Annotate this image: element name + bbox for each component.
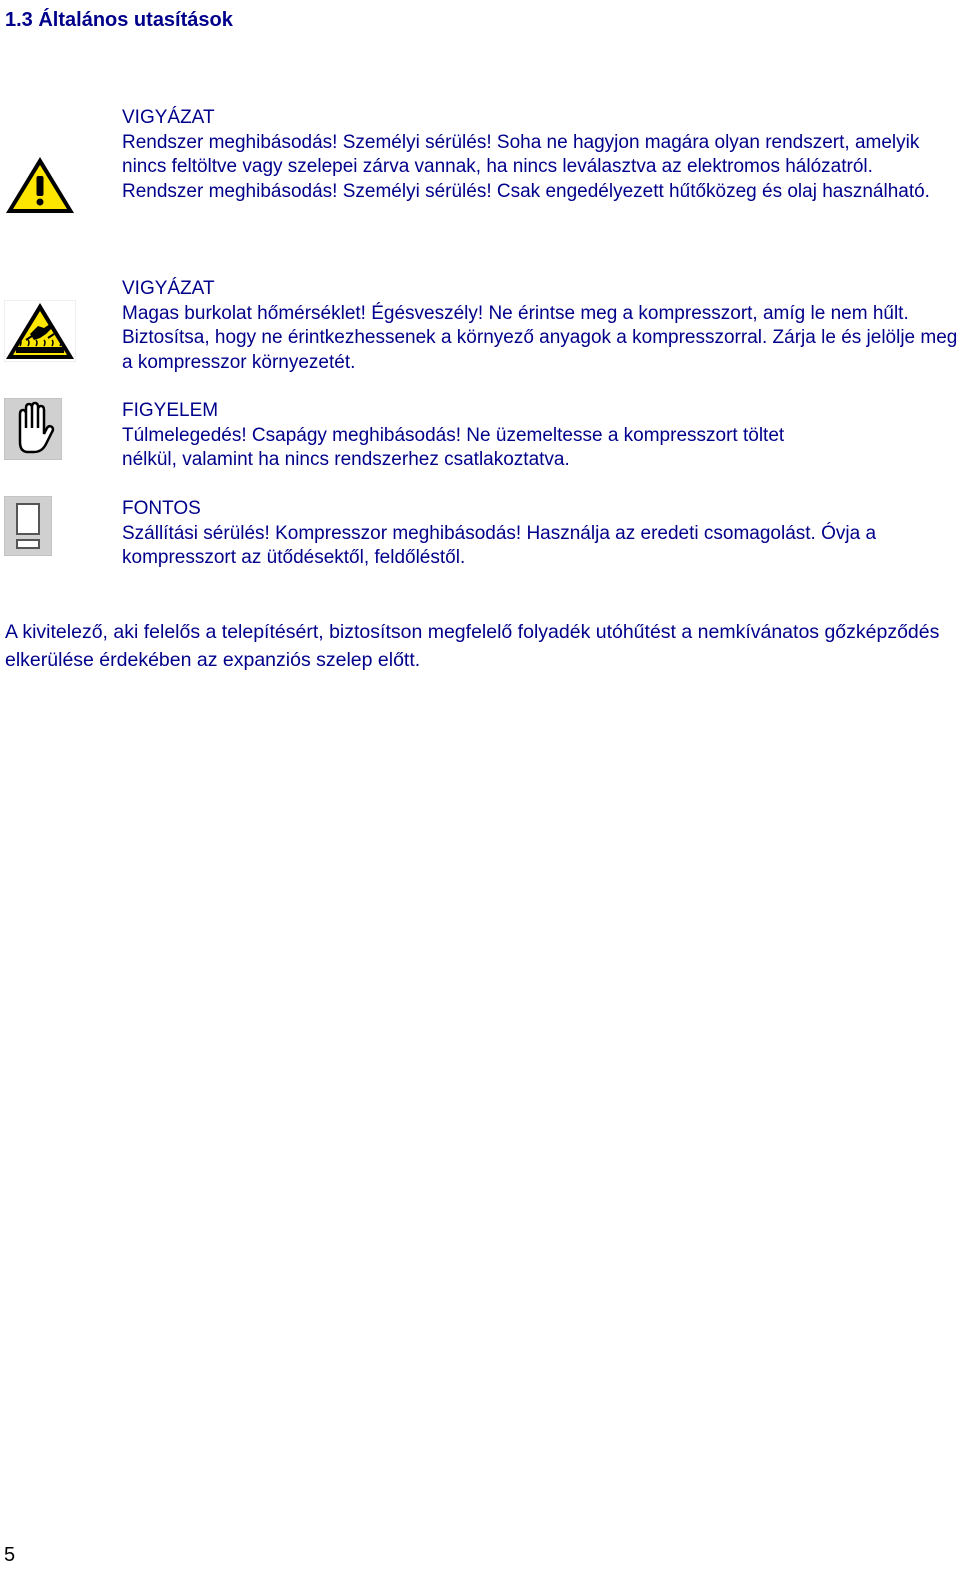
notice-paragraph: Szállítási sérülés! Kompresszor meghibásodás! Használja az eredeti csomagolást. Óvja a kompresszort az ütődésektől, feldőléstől. (122, 522, 877, 568)
notice-heading: VIGYÁZAT (122, 278, 215, 299)
notice-heading: FONTOS (122, 498, 201, 519)
notice-paragraph: Rendszer meghibásodás! Személyi sérülés! Csak engedélyezett hűtőközeg és olaj használható. (122, 180, 930, 202)
notice-paragraph: Rendszer meghibásodás! Személyi sérülés! Soha ne hagyjon magára olyan rendszert, amelyik nincs feltöltve vagy szelepei zárva vannak, ha nincs leválasztva az elektromos hálózatról. (122, 131, 920, 177)
hand-stop-icon (4, 398, 62, 465)
notice-heading: VIGYÁZAT (122, 107, 215, 128)
info-important-icon (4, 496, 52, 561)
section-title: 1.3 Általános utasítások (5, 9, 233, 31)
page-number: 5 (4, 1544, 16, 1566)
warning-triangle-icon (4, 154, 76, 221)
hot-surface-warning-icon (4, 300, 76, 367)
notice-paragraph: Túlmelegedés! Csapágy meghibásodás! Ne üzemeltesse a kompresszort töltet nélkül, valamint ha nincs rendszerhez csatlakoztatva. (122, 424, 785, 470)
body-paragraph: A kivitelező, aki felelős a telepítésért, biztosítson megfelelő folyadék utóhűtést a nemkívánatos gőzképződés elkerülése érdekében az expanziós szelep előtt. (5, 621, 940, 671)
notice-heading: FIGYELEM (122, 400, 219, 421)
notice-paragraph: Magas burkolat hőmérséklet! Égésveszély! Ne érintse meg a kompresszort, amíg le nem hűlt. Biztosítsa, hogy ne érintkezhessenek a környező anyagok a kompresszorral. Zárja le és jelölje meg a kompresszor környezetét. (122, 302, 958, 373)
